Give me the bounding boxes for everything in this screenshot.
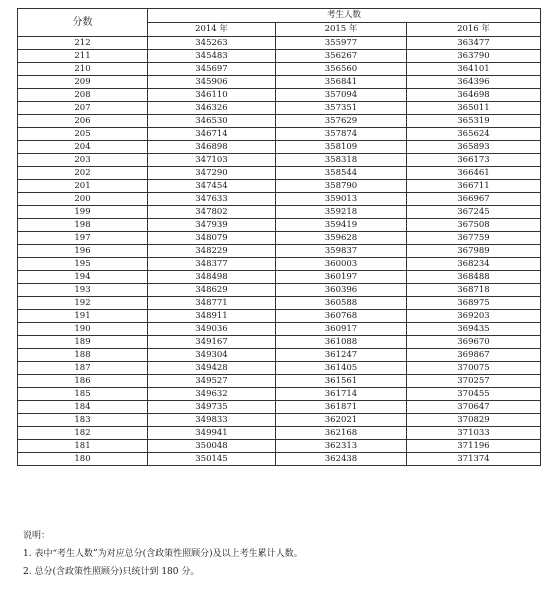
cell-count-2015: 362021 [276, 414, 407, 427]
cell-score: 205 [18, 128, 148, 141]
cell-count-2014: 347802 [148, 206, 276, 219]
cell-count-2014: 347633 [148, 193, 276, 206]
cell-count-2015: 355977 [276, 37, 407, 50]
cell-count-2016: 370075 [407, 362, 541, 375]
cell-score: 181 [18, 440, 148, 453]
cell-score: 189 [18, 336, 148, 349]
cell-count-2016: 369867 [407, 349, 541, 362]
cell-count-2015: 356267 [276, 50, 407, 63]
cell-count-2015: 358109 [276, 141, 407, 154]
cell-count-2015: 356841 [276, 76, 407, 89]
cell-count-2016: 368234 [407, 258, 541, 271]
cell-count-2015: 360768 [276, 310, 407, 323]
cell-count-2014: 349632 [148, 388, 276, 401]
cell-count-2015: 361561 [276, 375, 407, 388]
table-row [18, 115, 541, 128]
table-row [18, 453, 541, 466]
cell-count-2015: 359218 [276, 206, 407, 219]
table-row [18, 414, 541, 427]
cell-score: 203 [18, 154, 148, 167]
table-row [18, 219, 541, 232]
cell-count-2014: 346110 [148, 89, 276, 102]
table-row [18, 89, 541, 102]
cell-count-2016: 370829 [407, 414, 541, 427]
cell-score: 196 [18, 245, 148, 258]
cell-count-2016: 365624 [407, 128, 541, 141]
table-row [18, 401, 541, 414]
cell-count-2015: 362168 [276, 427, 407, 440]
table-row [18, 128, 541, 141]
cell-count-2015: 361871 [276, 401, 407, 414]
cell-count-2015: 359628 [276, 232, 407, 245]
table-row [18, 206, 541, 219]
cell-count-2014: 349527 [148, 375, 276, 388]
cell-score: 191 [18, 310, 148, 323]
cell-count-2014: 349167 [148, 336, 276, 349]
cell-count-2016: 371196 [407, 440, 541, 453]
cell-count-2015: 362313 [276, 440, 407, 453]
cell-count-2014: 348229 [148, 245, 276, 258]
cell-count-2014: 348079 [148, 232, 276, 245]
header-year-2016: 2016 年 [407, 23, 541, 37]
cell-score: 195 [18, 258, 148, 271]
cell-score: 187 [18, 362, 148, 375]
cell-count-2014: 348498 [148, 271, 276, 284]
notes-heading: 说明： [23, 531, 51, 541]
table-row [18, 336, 541, 349]
cell-score: 200 [18, 193, 148, 206]
header-score: 分数 [18, 9, 148, 37]
header-year-2015: 2015 年 [276, 23, 407, 37]
header-candidate-count: 考生人数 [148, 9, 541, 23]
cell-count-2014: 349304 [148, 349, 276, 362]
cell-count-2016: 371033 [407, 427, 541, 440]
table-row [18, 440, 541, 453]
cell-count-2014: 347103 [148, 154, 276, 167]
cell-count-2016: 366173 [407, 154, 541, 167]
cell-score: 199 [18, 206, 148, 219]
table-row [18, 284, 541, 297]
cell-score: 204 [18, 141, 148, 154]
cell-count-2016: 370257 [407, 375, 541, 388]
cell-count-2015: 357351 [276, 102, 407, 115]
cell-count-2014: 346326 [148, 102, 276, 115]
cell-count-2016: 364698 [407, 89, 541, 102]
cell-count-2016: 369670 [407, 336, 541, 349]
cell-count-2016: 370455 [407, 388, 541, 401]
cell-count-2016: 366461 [407, 167, 541, 180]
table-row [18, 167, 541, 180]
cell-count-2016: 365893 [407, 141, 541, 154]
cell-count-2016: 369435 [407, 323, 541, 336]
cell-count-2015: 358790 [276, 180, 407, 193]
cell-count-2015: 359419 [276, 219, 407, 232]
cell-score: 209 [18, 76, 148, 89]
cell-score: 197 [18, 232, 148, 245]
cell-count-2014: 345697 [148, 63, 276, 76]
table-row [18, 323, 541, 336]
cell-score: 180 [18, 453, 148, 466]
cell-count-2015: 361088 [276, 336, 407, 349]
table-row [18, 76, 541, 89]
table-row [18, 258, 541, 271]
notes-section [23, 527, 303, 581]
table-row [18, 297, 541, 310]
cell-count-2014: 346898 [148, 141, 276, 154]
table-row [18, 193, 541, 206]
table-row [18, 388, 541, 401]
cell-score: 210 [18, 63, 148, 76]
cell-count-2014: 345263 [148, 37, 276, 50]
cell-count-2016: 367245 [407, 206, 541, 219]
table-row [18, 102, 541, 115]
cell-count-2014: 348911 [148, 310, 276, 323]
cell-count-2014: 347290 [148, 167, 276, 180]
header-year-2014: 2014 年 [148, 23, 276, 37]
table-row [18, 180, 541, 193]
cell-count-2014: 345906 [148, 76, 276, 89]
cell-count-2014: 349941 [148, 427, 276, 440]
cell-count-2014: 350145 [148, 453, 276, 466]
cell-score: 190 [18, 323, 148, 336]
cell-count-2014: 349036 [148, 323, 276, 336]
cell-score: 183 [18, 414, 148, 427]
cell-count-2016: 371374 [407, 453, 541, 466]
cell-count-2015: 362438 [276, 453, 407, 466]
cell-count-2016: 365319 [407, 115, 541, 128]
cell-count-2015: 357874 [276, 128, 407, 141]
cell-count-2015: 360003 [276, 258, 407, 271]
cell-count-2014: 346530 [148, 115, 276, 128]
table-row [18, 232, 541, 245]
cell-count-2014: 349833 [148, 414, 276, 427]
cell-score: 201 [18, 180, 148, 193]
cell-count-2015: 360917 [276, 323, 407, 336]
cell-count-2014: 345483 [148, 50, 276, 63]
cell-score: 206 [18, 115, 148, 128]
note-item-2: 2. 总分(含政策性照顾分)只统计到 180 分。 [23, 567, 200, 577]
table-row [18, 245, 541, 258]
cell-count-2015: 360396 [276, 284, 407, 297]
table-row [18, 271, 541, 284]
table-row [18, 375, 541, 388]
cell-count-2015: 360197 [276, 271, 407, 284]
table-row [18, 63, 541, 76]
note-item-1: 1. 表中“考生人数”为对应总分(含政策性照顾分)及以上考生累计人数。 [23, 549, 303, 559]
cell-count-2016: 365011 [407, 102, 541, 115]
table-row [18, 349, 541, 362]
cell-count-2016: 368718 [407, 284, 541, 297]
cell-count-2016: 363790 [407, 50, 541, 63]
score-distribution-table [17, 8, 541, 466]
table-row [18, 37, 541, 50]
table-row [18, 141, 541, 154]
cell-score: 192 [18, 297, 148, 310]
cell-count-2015: 357094 [276, 89, 407, 102]
cell-count-2016: 364396 [407, 76, 541, 89]
cell-score: 185 [18, 388, 148, 401]
cell-count-2014: 348771 [148, 297, 276, 310]
cell-count-2016: 366711 [407, 180, 541, 193]
cell-count-2014: 348629 [148, 284, 276, 297]
cell-score: 207 [18, 102, 148, 115]
cell-count-2014: 346714 [148, 128, 276, 141]
cell-score: 186 [18, 375, 148, 388]
cell-score: 184 [18, 401, 148, 414]
cell-count-2016: 366967 [407, 193, 541, 206]
cell-score: 194 [18, 271, 148, 284]
table-row [18, 310, 541, 323]
table-row [18, 50, 541, 63]
cell-score: 193 [18, 284, 148, 297]
cell-score: 202 [18, 167, 148, 180]
cell-count-2016: 363477 [407, 37, 541, 50]
cell-count-2016: 370647 [407, 401, 541, 414]
cell-count-2016: 368488 [407, 271, 541, 284]
cell-count-2015: 359837 [276, 245, 407, 258]
cell-count-2016: 368975 [407, 297, 541, 310]
cell-count-2016: 367989 [407, 245, 541, 258]
cell-count-2014: 347454 [148, 180, 276, 193]
cell-count-2014: 350048 [148, 440, 276, 453]
cell-score: 211 [18, 50, 148, 63]
cell-count-2015: 356560 [276, 63, 407, 76]
cell-count-2014: 347939 [148, 219, 276, 232]
cell-score: 212 [18, 37, 148, 50]
table-row [18, 427, 541, 440]
cell-count-2015: 357629 [276, 115, 407, 128]
cell-count-2015: 361247 [276, 349, 407, 362]
cell-count-2015: 358318 [276, 154, 407, 167]
cell-count-2014: 348377 [148, 258, 276, 271]
cell-count-2015: 361714 [276, 388, 407, 401]
cell-count-2015: 359013 [276, 193, 407, 206]
cell-count-2014: 349735 [148, 401, 276, 414]
table-row [18, 362, 541, 375]
table-body [18, 37, 541, 466]
table-row [18, 154, 541, 167]
cell-count-2015: 360588 [276, 297, 407, 310]
cell-score: 182 [18, 427, 148, 440]
cell-count-2015: 361405 [276, 362, 407, 375]
cell-count-2015: 358544 [276, 167, 407, 180]
cell-score: 208 [18, 89, 148, 102]
cell-count-2016: 367759 [407, 232, 541, 245]
cell-count-2016: 364101 [407, 63, 541, 76]
cell-score: 188 [18, 349, 148, 362]
cell-count-2014: 349428 [148, 362, 276, 375]
cell-score: 198 [18, 219, 148, 232]
cell-count-2016: 369203 [407, 310, 541, 323]
cell-count-2016: 367508 [407, 219, 541, 232]
